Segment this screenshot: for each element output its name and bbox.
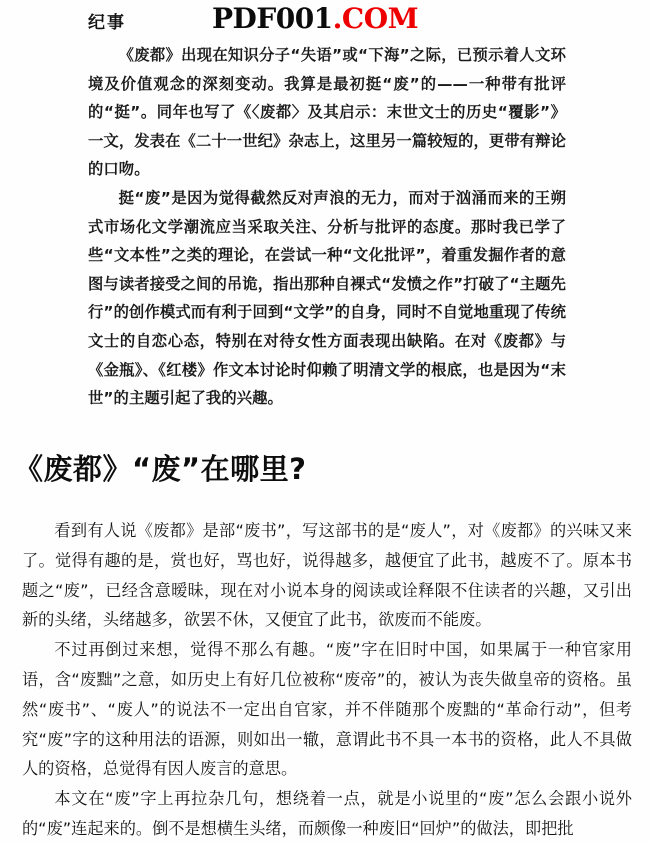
paragraph: 《废都》出现在知识分子“失语”或“下海”之际，已预示着人文环境及价值观念的深刻变动。我算是最初挺“废”的——一种带有批评的“挺”。同年也写了《〈废都〉及其启示：末世文士的历史“覆影”》一文，发表在《二十一世纪》杂志上，这里另一篇较短的，更带有辩论的口吻。 [88,46,566,179]
watermark-brand-text: PDF001 [212,2,333,35]
running-header-label: 纪事 [88,13,126,33]
paragraph: 不过再倒过来想，觉得不那么有趣。“废”字在旧时中国，如果属于一种官家用语，含“废黜”之意，如历史上有好几位被称“废帝”的，被认为丧失做皇帝的资格。虽然“废书”、“废人”的说法不一定出自官家，并不伴随那个废黜的“革命行动”，但考究“废”字的这种用法的语源，则如出一辙，意谓此书不具一本书的资格，此人不具做人的资格，总觉得有因人废言的意思。 [22,640,632,779]
paragraph: 挺“废”是因为觉得截然反对声浪的无力，而对于汹涌而来的王朔式市场化文学潮流应当采取关注、分析与批评的态度。那时我已学了些“文本性”之类的理论，在尝试一种“文化批评”，着重发掘作者的意图与读者接受之间的吊诡，指出那种自裸式“发愤之作”打破了“主题先行”的创作模式而有利于回到“文学”的自身，同时不自觉地重现了传统文士的自恋心态，特别在对待女性方面表现出缺陷。在对《废都》与《金瓶》、《红楼》作文本讨论时仰赖了明清文学的根底，也是因为“末世”的主题引起了我的兴趣。 [88,188,566,408]
paragraph: 看到有人说《废都》是部“废书”，写这部书的是“废人”，对《废都》的兴味又来了。觉得有趣的是，赏也好，骂也好，说得越多，越便宜了此书，越废不了。原本书题之“废”，已经含意暧昧，现在对小说本身的阅读或诠释限不住读者的兴趣，又引出新的头绪，头绪越多，欲罢不休，又便宜了此书，欲废而不能废。 [22,521,632,630]
section-title: 《废都》“废”在哪里? [14,452,307,487]
lower-text-block [22,516,632,844]
page-bottom-clip [0,843,650,847]
pdf001-watermark [212,4,418,34]
upper-text-block [88,41,566,413]
page-header [0,4,650,38]
watermark-tld-text: .COM [332,2,419,35]
paragraph: 本文在“废”字上再拉杂几句，想绕着一点，就是小说里的“废”怎么会跟小说外的“废”连起来的。倒不是想横生头绪，而颇像一种废旧“回炉”的做法，即把批 [22,789,632,838]
